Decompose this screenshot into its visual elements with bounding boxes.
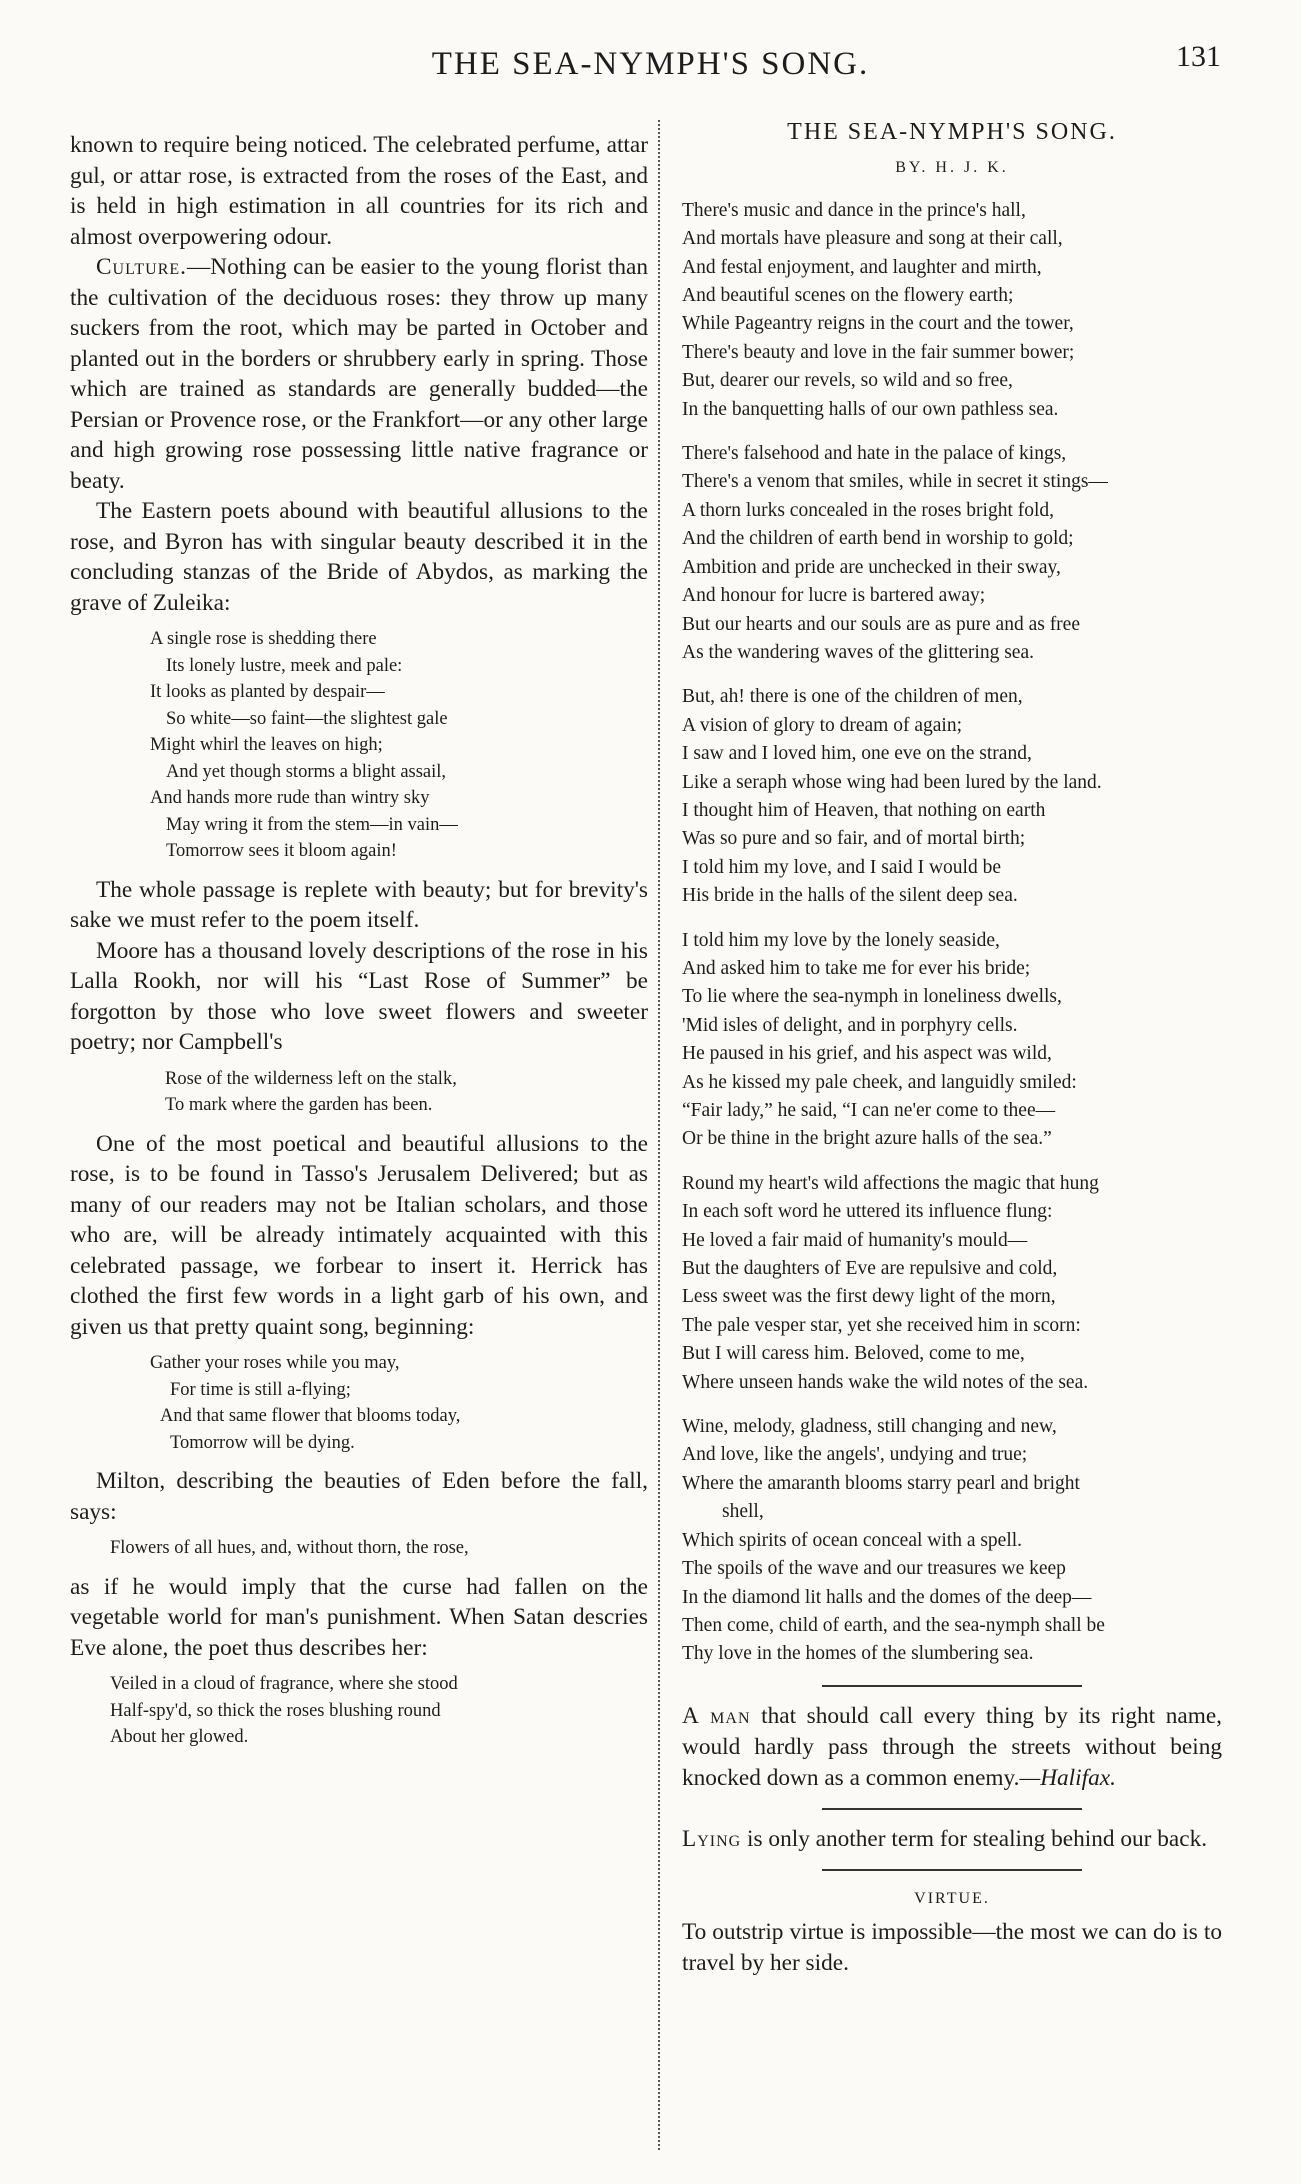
poem-line: Where unseen hands wake the wild notes of the sea.: [682, 1371, 1089, 1393]
quote-line: Veiled in a cloud of fragrance, where she stood: [110, 1674, 458, 1694]
poem-line: While Pageantry reigns in the court and the tower,: [682, 313, 1074, 335]
quote-line: About her glowed.: [110, 1727, 249, 1747]
poem-line: Less sweet was the first dewy light of the morn,: [682, 1286, 1056, 1308]
paragraph: Moore has a thousand lovely descriptions of the rose in his Lalla Rookh, nor will his “Last Rose of Summer” be forgotton by those who love sweet flowers and sweeter poetry; nor Campbell's: [70, 937, 648, 1055]
quote-line: So white—so faint—the slightest gale: [166, 708, 448, 729]
section-rule: [822, 1685, 1082, 1687]
stanza: [682, 197, 1222, 424]
paragraph-culture: [70, 252, 648, 496]
left-column: [70, 130, 648, 1761]
poem-line: There's falsehood and hate in the palace of kings,: [682, 443, 1067, 465]
poem-line: And asked him to take me for ever his bride;: [682, 957, 1031, 979]
poem-line: He paused in his grief, and his aspect was wild,: [682, 1043, 1052, 1065]
quote-line: And that same flower that blooms today,: [160, 1406, 461, 1426]
poem-byline: BY. H. J. K.: [895, 159, 1009, 177]
poem-line: In each soft word he uttered its influence flung:: [682, 1201, 1053, 1223]
maxim-text: is only another term for stealing behind our back.: [741, 1825, 1208, 1852]
milton-quote: [70, 1535, 648, 1562]
milton-quote-2: [70, 1671, 648, 1751]
quote-line: Tomorrow will be dying.: [170, 1432, 355, 1453]
quote-line: Tomorrow sees it bloom again!: [166, 841, 397, 861]
paragraph: The whole passage is replete with beauty; but for brevity's sake we must refer to the poem itself.: [70, 876, 648, 933]
quote-line: Flowers of all hues, and, without thorn, the rose,: [110, 1538, 469, 1558]
poem-line: Round my heart's wild affections the magic that hung: [682, 1172, 1099, 1194]
poem-line: And honour for lucre is bartered away;: [682, 585, 986, 607]
poem-line: And love, like the angels', undying and true;: [682, 1444, 1028, 1466]
column-divider: [658, 120, 660, 2150]
quote-line: To mark where the garden has been.: [165, 1095, 433, 1115]
paragraph-text: —Nothing can be easier to the young florist than the cultivation of the deciduous roses: they throw up many suckers from the root, which may be parted in October and planted out in the borders or shrubbery early in spring. Those which are trained as standards are generally budded—the Persian or Provence rose, or the Frankfort—or any other large and high growing rose possessing little native fragrance or beaty.: [70, 254, 648, 494]
poem-line: He loved a fair maid of humanity's mould—: [682, 1229, 1028, 1251]
poem-line: His bride in the halls of the silent deep sea.: [682, 885, 1018, 907]
poem-line: shell,: [722, 1501, 764, 1523]
stanza: [682, 1170, 1222, 1397]
poem-line: I saw and I loved him, one eve on the strand,: [682, 743, 1032, 765]
maxim-lead: Lying: [682, 1825, 742, 1852]
poem-line: But, dearer our revels, so wild and so free,: [682, 370, 1013, 392]
poem-line: Like a seraph whose wing had been lured by the land.: [682, 771, 1102, 793]
quote-line: Half-spy'd, so thick the roses blushing round: [110, 1700, 441, 1721]
poem-line: And beautiful scenes on the flowery earth;: [682, 285, 1014, 307]
quote-line: May wring it from the stem—in vain—: [166, 814, 458, 835]
page-header: [0, 36, 1301, 96]
maxim-attribution: —Halifax.: [1019, 1764, 1116, 1791]
quote-line: And hands more rude than wintry sky: [150, 788, 430, 808]
quote-line: Might whirl the leaves on high;: [150, 735, 383, 755]
virtue-heading: VIRTUE.: [914, 1889, 990, 1907]
quote-line: A single rose is shedding there: [150, 629, 377, 649]
poem-line: Or be thine in the bright azure halls of the sea.”: [682, 1128, 1052, 1150]
poem-line: Which spirits of ocean conceal with a spell.: [682, 1529, 1023, 1551]
poem-title: THE SEA-NYMPH'S SONG.: [787, 119, 1117, 145]
poem-line: Where the amaranth blooms starry pearl and bright: [682, 1472, 1080, 1494]
poem-line: But, ah! there is one of the children of men,: [682, 686, 1023, 708]
maxim-lead: A man: [682, 1702, 751, 1729]
maxim-lying: [682, 1824, 1222, 1855]
quote-line: Gather your roses while you may,: [150, 1353, 400, 1373]
stanza: [682, 440, 1222, 667]
paragraph: Milton, describing the beauties of Eden before the fall, says:: [70, 1468, 648, 1525]
poem-line: Was so pure and so fair, and of mortal birth;: [682, 828, 1026, 850]
poem-line: Ambition and pride are unchecked in their sway,: [682, 556, 1061, 578]
campbell-quote: [70, 1066, 648, 1119]
quote-line: And yet though storms a blight assail,: [166, 761, 447, 782]
maxim-halifax: [682, 1701, 1222, 1794]
stanza: [682, 1413, 1222, 1669]
poem-line: The spoils of the wave and our treasures we keep: [682, 1558, 1066, 1580]
poem-line: And mortals have pleasure and song at their call,: [682, 228, 1063, 250]
poem-line: I told him my love, and I said I would be: [682, 856, 1001, 878]
poem-line: A vision of glory to dream of again;: [682, 714, 962, 736]
paragraph: as if he would imply that the curse had fallen on the vegetable world for man's punishment. When Satan descries Eve alone, the poet thus describes her:: [70, 1573, 648, 1661]
running-title: THE SEA-NYMPH'S SONG.: [431, 46, 870, 82]
paragraph: known to require being noticed. The celebrated perfume, attar gul, or attar rose, is extracted from the roses of the East, and is held in high estimation in all countries for its rich and almost overpowering odour.: [70, 132, 648, 250]
poem-line: But the daughters of Eve are repulsive and cold,: [682, 1258, 1058, 1280]
poem-line: And the children of earth bend in worship to gold;: [682, 528, 1074, 550]
paragraph: One of the most poetical and beautiful allusions to the rose, is to be found in Tasso's Jerusalem Delivered; but as many of our readers may not be Italian scholars, and those who are, will be already intimately acquainted with this celebrated passage, we forbear to insert it. Herrick has clothed the first few words in a light garb of his own, and given us that pretty quaint song, beginning:: [70, 1130, 648, 1340]
poem-line: In the banquetting halls of our own pathless sea.: [682, 398, 1059, 420]
poem-line: I thought him of Heaven, that nothing on earth: [682, 799, 1046, 821]
poem-line: To lie where the sea-nymph in loneliness dwells,: [682, 986, 1062, 1008]
poem-line: 'Mid isles of delight, and in porphyry cells.: [682, 1014, 1018, 1036]
paragraph: The Eastern poets abound with beautiful allusions to the rose, and Byron has with singular beauty described it in the concluding stanzas of the Bride of Abydos, as marking the grave of Zuleika:: [70, 498, 648, 616]
poem-line: There's beauty and love in the fair summer bower;: [682, 341, 1075, 363]
poem-line: But our hearts and our souls are as pure and as free: [682, 613, 1080, 635]
poem-line: In the diamond lit halls and the domes of the deep—: [682, 1586, 1092, 1608]
stanza: [682, 683, 1222, 910]
stanza: [682, 927, 1222, 1154]
poem-line: There's music and dance in the prince's hall,: [682, 199, 1026, 221]
right-column: [682, 118, 1222, 1993]
poem-line: A thorn lurks concealed in the roses bright fold,: [682, 499, 1055, 521]
poem-line: I told him my love by the lonely seaside,: [682, 929, 1000, 951]
page-number: 131: [1176, 40, 1221, 73]
poem-line: There's a venom that smiles, while in secret it stings—: [682, 471, 1108, 493]
poem-line: “Fair lady,” he said, “I can ne'er come to thee—: [682, 1100, 1056, 1121]
poem-line: And festal enjoyment, and laughter and mirth,: [682, 256, 1042, 278]
poem-line: As he kissed my pale cheek, and languidly smiled:: [682, 1071, 1077, 1093]
quote-line: For time is still a-flying;: [170, 1379, 351, 1400]
quote-line: Its lonely lustre, meek and pale:: [166, 655, 403, 676]
section-rule: [822, 1869, 1082, 1871]
poem-line: But I will caress him. Beloved, come to me,: [682, 1343, 1025, 1365]
run-in-heading: Culture.: [96, 254, 187, 280]
poem-line: As the wandering waves of the glittering sea.: [682, 641, 1034, 663]
quote-line: Rose of the wilderness left on the stalk,: [165, 1068, 457, 1089]
section-rule: [822, 1808, 1082, 1810]
herrick-quote: [70, 1350, 648, 1456]
virtue-text: To outstrip virtue is impossible—the most we can do is to travel by her side.: [682, 1919, 1222, 1977]
maxim-text: that should call every thing by its right name, would hardly pass through the streets without being knocked down as a common enemy.: [682, 1702, 1222, 1791]
byron-quote: [70, 626, 648, 865]
poem-line: Then come, child of earth, and the sea-nymph shall be: [682, 1614, 1105, 1636]
poem-line: Wine, melody, gladness, still changing and new,: [682, 1416, 1057, 1438]
quote-line: It looks as planted by despair—: [150, 682, 385, 702]
poem-line: The pale vesper star, yet she received him in scorn:: [682, 1314, 1081, 1336]
poem-line: Thy love in the homes of the slumbering sea.: [682, 1643, 1034, 1665]
